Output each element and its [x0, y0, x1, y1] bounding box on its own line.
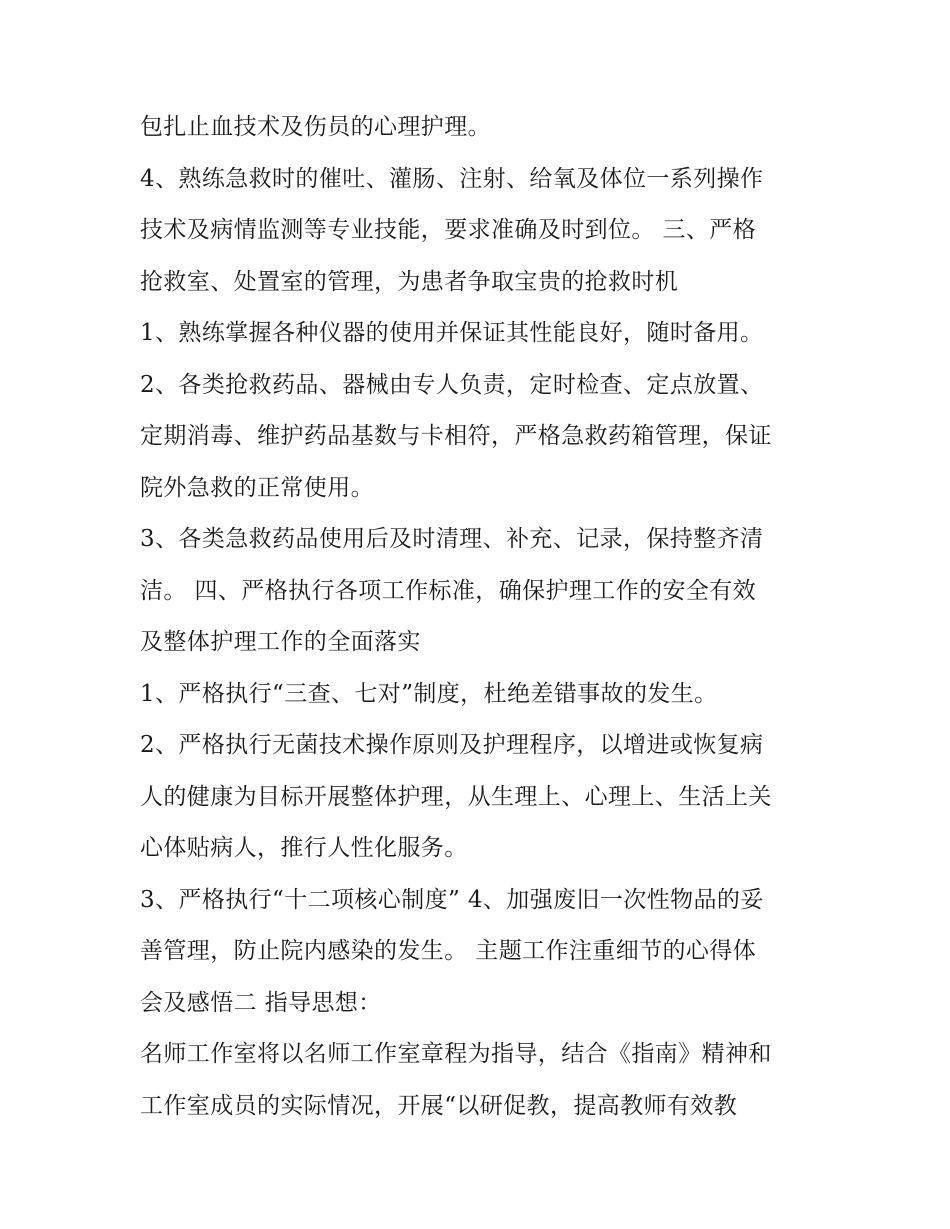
- text-line: 2、各类抢救药品、器械由专人负责，定时检查、定点放置、: [140, 371, 764, 398]
- text-line: 及整体护理工作的全面落实: [140, 629, 421, 655]
- text-line: 2、严格执行无菌技术操作原则及护理程序，以增进或恢复病: [140, 732, 764, 758]
- text-line: 技术及病情监测等专业技能，要求准确及时到位。 三、严格: [140, 217, 757, 243]
- text-line: 人的健康为目标开展整体护理，从生理上、心理上、生活上关: [140, 783, 772, 810]
- text-line: 定期消毒、维护药品基数与卡相符，严格急救药箱管理，保证: [140, 423, 772, 449]
- text-line: 1、严格执行“三查、七对”制度，杜绝差错事故的发生。: [140, 680, 718, 707]
- text-line: 名师工作室将以名师工作室章程为指导，结合《指南》精神和: [140, 1041, 772, 1067]
- text-line: 会及感悟二 指导思想：: [140, 989, 382, 1016]
- text-line: 工作室成员的实际情况，开展“以研促教，提高教师有效教: [140, 1092, 738, 1119]
- text-line: 抢救室、处置室的管理，为患者争取宝贵的抢救时机: [140, 268, 679, 295]
- body-text: [140, 102, 830, 1132]
- text-line: 心体贴病人，推行人性化服务。: [140, 835, 468, 861]
- text-line: 1、熟练掌握各种仪器的使用并保证其性能良好，随时备用。: [140, 320, 764, 346]
- text-line: 4、熟练急救时的催吐、灌肠、注射、给氧及体位一系列操作: [140, 165, 764, 192]
- text-line: 包扎止血技术及伤员的心理护理。: [140, 114, 491, 140]
- text-line: 院外急救的正常使用。: [140, 474, 374, 501]
- text-line: 3、各类急救药品使用后及时清理、补充、记录，保持整齐清: [140, 526, 764, 552]
- text-line: 善管理，防止院内感染的发生。 主题工作注重细节的心得体: [140, 938, 757, 964]
- text-line: 洁。 四、严格执行各项工作标准，确保护理工作的安全有效: [140, 577, 757, 604]
- text-line: 3、严格执行“十二项核心制度” 4、加强废旧一次性物品的妥: [140, 886, 764, 913]
